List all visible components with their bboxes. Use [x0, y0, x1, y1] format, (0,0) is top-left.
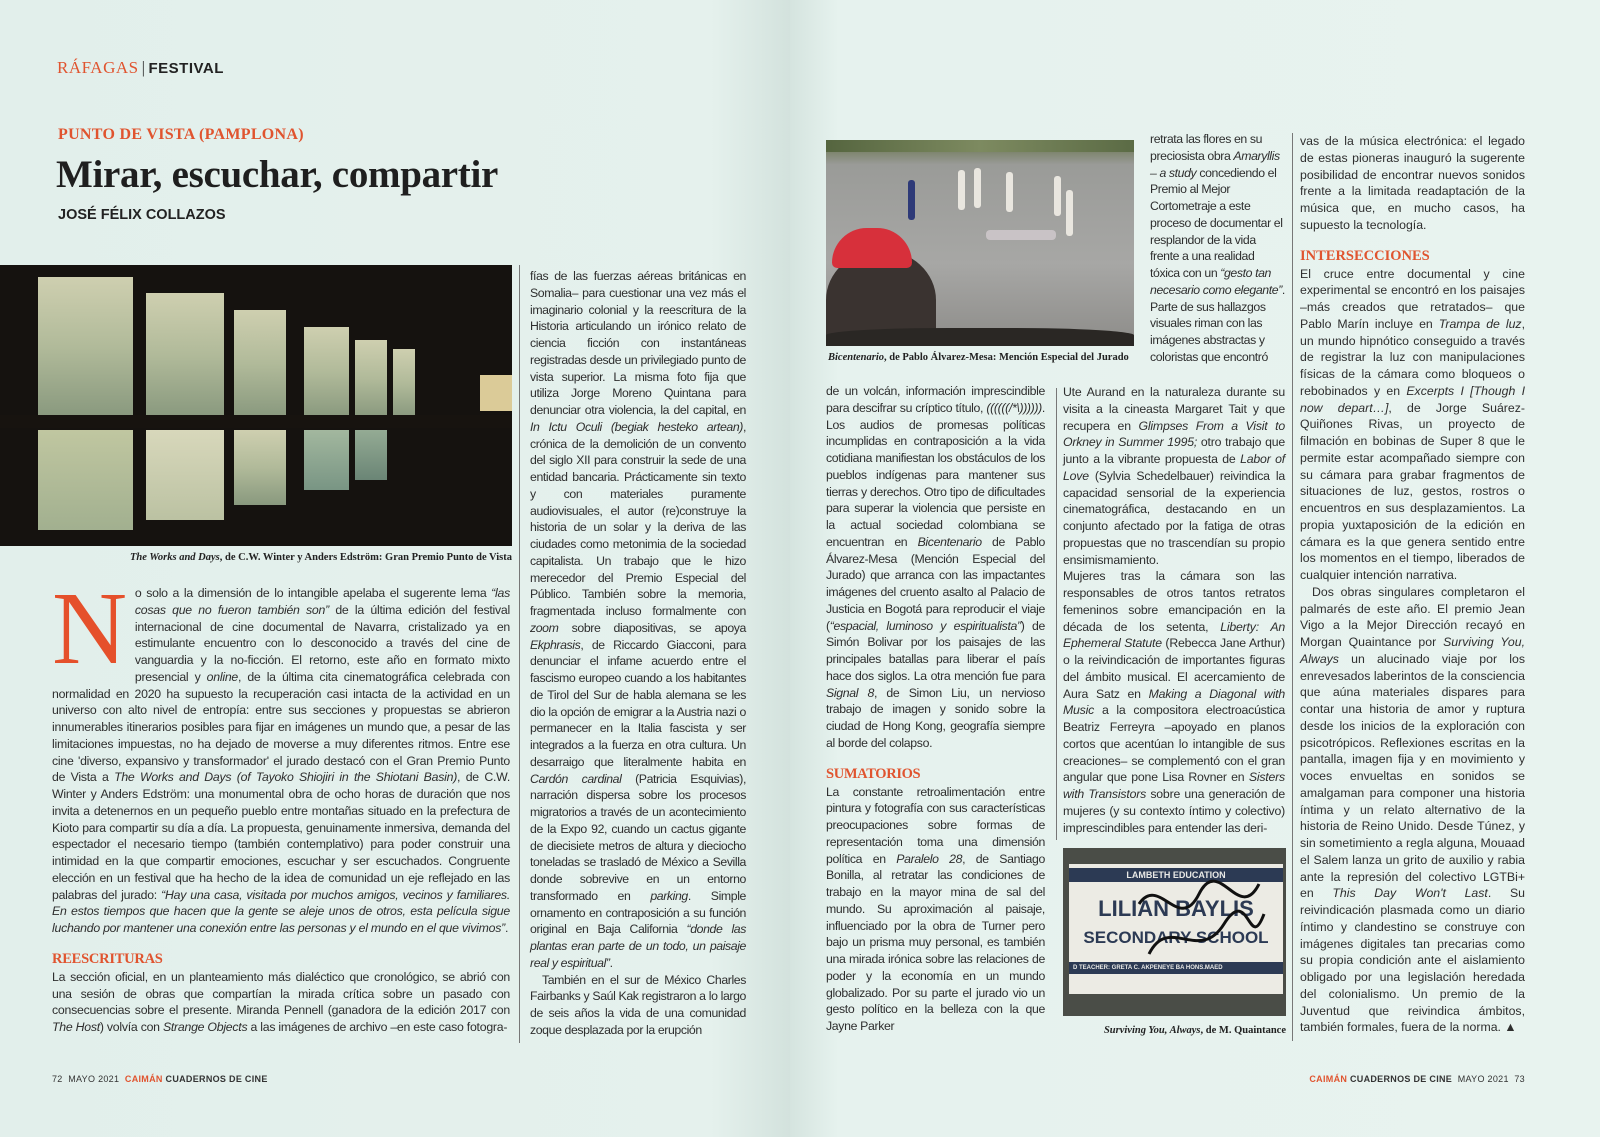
figure	[1054, 176, 1061, 216]
footer-left	[52, 1074, 268, 1084]
text-run: Dos obras singulares completaron el palmarés de este año. El premio Jean Vigo a la Mejor Dirección recayó en Morgan Quaintance por	[1300, 584, 1525, 649]
photo-works-and-days	[0, 265, 512, 546]
footer-right	[1309, 1074, 1525, 1084]
italic-text-run: Excerpts I [Though I now depart…]	[1300, 383, 1525, 415]
page-number: 72	[52, 1074, 63, 1084]
italic-text-run: parking	[650, 888, 688, 903]
italic-text-run: ((((((/*\))))))	[986, 400, 1042, 415]
article-title: Mirar, escuchar, compartir	[56, 153, 499, 196]
text-run: ) de Simón Bolivar por los paisajes de las principales batallas para liberar el país hace dos siglos. La otra mención fue para	[826, 618, 1046, 683]
italic-text-run: online	[206, 669, 238, 684]
page-number: 73	[1514, 1074, 1525, 1084]
text-run: , un mundo hipnótico conseguido a través de registrar la luz con manipulaciones físicas de la cámara como bloqueos o rebobinados y en	[1300, 316, 1525, 398]
section-name: RÁFAGAS	[57, 58, 139, 77]
text-run: El cruce entre documental y cine experimental se encontró en los paisajes –más creados que retratados– que Pablo Marín incluye en	[1300, 266, 1525, 331]
text-run: (Rebecca Jane Arthur) o la reivindicación de importantes figuras del ámbito musical. El acercamiento de Aura Satz en	[1063, 636, 1285, 701]
column-4-top	[1150, 131, 1285, 366]
caption-surviving-you	[1063, 1025, 1286, 1036]
issue-date: MAYO 2021	[68, 1074, 120, 1084]
italic-text-run: Liberty: An Ephemeral Statute	[1063, 619, 1285, 651]
text-run: , de Santiago Bonilla, al retratar las condiciones de trabajo en la mayor mina de sal del mundo. Su aproximación al paisaje, influenciado por la obra de Turner pero bajo un prisma muy personal, es también una mirada irónica sobre las relaciones de poder y la economía en un mundo globalizado. Por su parte el jurado vio un gesto político en la belleza con la que Jayne Parker	[826, 851, 1045, 1033]
column-3	[826, 383, 1045, 1035]
caption-film-title: Surviving You, Always	[1103, 1025, 1201, 1036]
window-pane	[355, 430, 387, 480]
figure	[1066, 190, 1073, 236]
italic-text-run: “espacial, luminoso y espiritualista”	[829, 618, 1021, 633]
section-heading-intersecciones: INTERSECCIONES	[1300, 247, 1430, 264]
text-run: retrata las flores en su preciosista obra	[1150, 132, 1263, 163]
text-run: otro trabajo que junto a la vibrante propuesta de	[1063, 435, 1285, 466]
text-run: de la última edición del festival internacional de cine documental de Navarra, cristalizado ya en estimulante encuentro con lo desconocido a través del cine de vanguardia y la no-ficción. El retorno, este año en formato mixto presencial y	[134, 602, 511, 684]
sign-line: LAMBETH EDUCATION	[1069, 868, 1283, 882]
caption-film-title: Bicentenario	[828, 352, 885, 363]
paragraph	[826, 784, 1045, 1035]
text-run: .	[609, 955, 613, 970]
italic-text-run: Making a Diagonal with Music	[1063, 686, 1285, 718]
text-run: La constante retroalimentación entre pintura y fotografía con sus características preocupaciones sobre formas de representación toma una dimensión política en	[826, 784, 1045, 866]
text-run: concediendo el Premio al Mejor Cortometraje a este proceso de documentar el resplandor de la vida frente a una realidad tóxica con un	[1150, 165, 1283, 280]
text-run: a las imágenes de archivo –en este caso fotogra-	[247, 1020, 508, 1034]
window-pane	[38, 430, 133, 530]
italic-text-run: “Hay una casa, visitada por muchos amigos, vecinos y familiares. En estos tiempos que hacen que la gente se aleje unos de otros, esta película sigue luchando por mantener una conexión entre las personas y el mundo en el que vivimos”	[52, 887, 511, 935]
window-frame	[0, 415, 512, 428]
text-run: , de Riccardo Giacconi, para denunciar el infame acuerdo entre el fascismo europeo cuando a los habitantes de Tirol del Sur de habla alemana se les dio la opción de emigrar a la Austria nazi o permanecer en la Italia fascista y ser integrados a la fuerza en otra cultura. Un desarraigo que literalmente habita en	[530, 637, 746, 769]
italic-text-run: Paralelo 28	[896, 851, 963, 866]
italic-text-run: “las cosas que no fueron también son”	[134, 586, 510, 617]
paragraph	[1150, 131, 1285, 366]
text-run: Mujeres tras la cámara son las responsables de otros tantos retratos femeninos sobre emancipación en la década de los setenta,	[1063, 569, 1285, 634]
italic-text-run: zoom	[530, 620, 559, 635]
window-pane	[234, 310, 286, 417]
italic-text-run: The Host	[52, 1020, 100, 1034]
lying-figure	[986, 230, 1056, 240]
magazine-subtitle: CUADERNOS DE CINE	[1349, 1074, 1453, 1084]
italic-text-run: Sisters with Transistors	[1063, 770, 1285, 801]
paragraph	[1063, 384, 1285, 568]
text-run: un alucinado viaje por los enrevesados laberintos de la consciencia que aúna materiales dispares para contar una historia de amor y ruptura desde los inicios de la exploración con psicotrópicos. Reflexiones escritas en la pantalla, imagen fija y en movimiento y voces envueltas en sonidos se amalgaman para componer una historia íntima y un relato alternativo de la historia de Reino Unido. Desde Túnez, y sin sometimiento a regla alguna, Mouaad el Salem lanza un grito de auxilio y rabia ante la represión del colectivo LGTBi+ en	[1300, 651, 1525, 901]
paragraph	[1300, 133, 1525, 234]
text-run: .	[504, 921, 509, 935]
sign-line: D TEACHER: GRETA C. AKPENEYE BA HONS.MAED	[1069, 962, 1283, 974]
column-4	[1063, 384, 1285, 836]
text-run: . Su reivindicación plasmada como un diario íntimo y clandestino se construye con imágenes digitales tan precarias como su propia condición ante el aislamiento obligado por una legislación heredada del colonialismo. Un premio de la Juventud que reivindica ámbitos, también formales, fuera de la norma. ▲	[1300, 886, 1525, 1035]
italic-text-run: Ekphrasis	[530, 637, 581, 652]
column-rule	[519, 265, 520, 1043]
figure	[974, 168, 981, 208]
italic-text-run: “gesto tan necesario como elegante”	[1150, 266, 1282, 297]
figure	[958, 170, 965, 210]
sign-line: SECONDARY SCHOOL	[1083, 928, 1269, 947]
window-pane	[146, 430, 224, 520]
italic-text-run: This Day Won't Last	[1332, 886, 1488, 901]
italic-text-run: Cardón cardinal	[530, 771, 622, 786]
window-pane	[304, 327, 349, 417]
text-run: de un volcán, información imprescindible para descifrar su críptico título,	[826, 384, 1045, 415]
text-run: de Pablo Álvarez-Mesa (Mención Especial del Jurado) que arranca con las impactantes imágenes del cruento asalto al Palacio de Justicia en Bogotá para reproducir el viaje (	[826, 534, 1045, 633]
issue-date: MAYO 2021	[1457, 1074, 1509, 1084]
text-run: También en el sur de México Charles Fairbanks y Saúl Kak registraron a lo largo de seis años la vida de una comunidad zoque desplazada por la erupción	[530, 972, 746, 1037]
article-author: JOSÉ FÉLIX COLLAZOS	[58, 207, 226, 223]
text-run: (Sylvia Schedelbauer) reivindica la capacidad sensorial de la experiencia cinematográfica, destacando en un conjunto afectado por la fatiga de otras propuestas que no trascendían su propio ensimismamiento.	[1063, 468, 1285, 567]
section-heading-reescrituras: REESCRITURAS	[52, 950, 163, 967]
italic-text-run: Glimpses From a Visit to Orkney in Summer 1995;	[1063, 418, 1285, 450]
graffiti-scribble	[1129, 864, 1269, 974]
paragraph	[52, 969, 510, 1036]
text-run: . Simple ornamento en contraposición a su función original en Baja California	[530, 888, 746, 937]
paragraph	[1063, 568, 1285, 836]
text-run: sobre diapositivas, se apoya	[558, 620, 746, 635]
text-run: , de Simon Liu, un nervioso trabajo de imagen y sonido sobre la ciudad de Hong Kong, geografía siempre al borde del colapso.	[826, 685, 1045, 750]
paragraph	[826, 383, 1045, 752]
photo-bicentenario	[826, 140, 1134, 346]
italic-text-run: “donde las plantas eran parte de un todo, un paisaje real y espiritual”	[530, 922, 746, 970]
italic-text-run: Surviving You, Always	[1300, 635, 1525, 666]
italic-text-run: Strange Objects	[162, 1020, 248, 1034]
caption-text: , de Pablo Álvarez-Mesa: Mención Especial del Jurado	[884, 352, 1129, 363]
text-run: sobre una generación de mujeres (y su contexto íntimo y colectivo) imprescindibles para entender las deri-	[1063, 787, 1286, 835]
subsection-name: FESTIVAL	[148, 60, 224, 77]
section-tag	[57, 58, 224, 78]
text-run: , de Jorge Suárez-Quiñones Rivas, un proyecto de filmación en bobinas de Super 8 que le permite estar acompañado siempre con su cámara para grabar fragmentos de situaciones de luz, gestos, rostros o encuentros en sus desplazamientos. La propia yuxtaposición de la edición en cámara es la que genera sentido entre los momentos en el tiempo, liberados de cualquier intención narrativa.	[1300, 400, 1525, 582]
paragraph	[530, 972, 746, 1039]
caption-text: , de M. Quaintance	[1200, 1025, 1286, 1036]
italic-text-run: The Works and Days (of Tayoko Shiojiri in the Shiotani Basin)	[114, 770, 458, 785]
graffiti-stroke	[1139, 881, 1264, 954]
text-run: , de la última cita cinematográfica celebrada con normalidad en 2020 ha supuesto la recuperación casi intacta de la actividad en un universo con alto nivel de entropía: entre sus secciones y propuestas se abrieron innumerables itinerarios posibles para fijar en imágenes un mundo que, a pesar de las limitaciones impuestas, no ha dejado de moverse a muy diferentes ritmos. Entre ese cine 'diverso, expansivo y transformador' el jurado destacó con el Gran Premio Punto de Vista a	[52, 669, 510, 785]
article-kicker: PUNTO DE VISTA (PAMPLONA)	[58, 126, 304, 143]
red-cap	[832, 228, 912, 268]
magazine-subtitle: CUADERNOS DE CINE	[165, 1074, 268, 1084]
italic-text-run: Signal 8	[826, 685, 874, 700]
figure	[908, 180, 915, 220]
text-run: Ute Aurand en la naturaleza durante su visita a la cineasta Margaret Tait y que recupera en	[1063, 385, 1285, 433]
crowd	[826, 328, 1134, 346]
italic-text-run: Amaryllis – a study	[1150, 148, 1280, 180]
column-rule	[1056, 388, 1057, 840]
trees	[826, 140, 1134, 152]
column-1	[52, 571, 511, 1036]
window-pane	[393, 349, 415, 417]
window-pane	[355, 340, 387, 417]
text-run: a la compositora electroacústica Beatriz Ferreyra –apoyado en planos cortos que acentúan lo intangible de sus creaciones– se complementó con el gran angular que pone Lisa Rovner en	[1063, 703, 1285, 785]
text-run: La sección oficial, en un planteamiento más dialéctico que cronológico, se abrió con una sesión de obras que compartían la mirada crítica sobre un pasado con consecuencias sobre el presente. Miranda Pennell (ganadora de la edición 2017 con	[52, 969, 510, 1018]
magazine-brand: CAIMÁN	[124, 1074, 163, 1084]
window-pane	[304, 430, 349, 490]
school-sign	[1069, 864, 1283, 994]
column-2	[530, 268, 746, 1039]
caption-film-title: The Works and Days	[129, 552, 220, 563]
magazine-brand: CAIMÁN	[1309, 1074, 1348, 1084]
paragraph	[1300, 584, 1525, 1036]
window-pane	[480, 375, 512, 411]
caption-text: , de C.W. Winter y Anders Edström: Gran Premio Punto de Vista	[219, 552, 512, 563]
text-run: ) volvía con	[99, 1020, 163, 1034]
figure	[1006, 172, 1013, 212]
text-run: , de C.W. Winter y Anders Edström: una monumental obra de ocho horas de duración que nos invita a detenernos en un pequeño pueblo entre montañas situado en la prefectura de Kioto para compartir su día a día. La propuesta, genuinamente inmersiva, demanda del espectador el necesario tiempo (también contemplativo) para poder construir una intimidad en la que compartir emociones, escuchar y ser escuchados. Congruente elección en un festival que ha hecho de la idea de comunidad un eje reflejado en las palabras del jurado:	[52, 770, 510, 902]
italic-text-run: Labor of Love	[1063, 452, 1286, 483]
photo-surviving-you-always	[1063, 848, 1286, 1016]
window-pane	[38, 277, 133, 417]
italic-text-run: In Ictu Oculi (begiak hesteko artean)	[530, 419, 743, 434]
text-run: . Parte de sus hallazgos visuales riman con las imágenes abstractas y coloristas que encontró	[1150, 282, 1285, 364]
drop-cap: N	[52, 571, 127, 686]
window-pane	[234, 430, 286, 505]
column-5	[1300, 133, 1525, 1036]
caption-bicentenario	[828, 352, 1129, 363]
text-run: (Patricia Esquivias), narración dispersa sobre los procesos migratorios a través de un acontecimiento de la Expo 92, cuando un cactus gigante de diecisiete metros de altura y dieciocho toneladas se trasladó de México a Sevilla donde sobrevive en un entorno transformado en	[530, 771, 746, 903]
italic-text-run: Bicentenario	[917, 534, 982, 549]
italic-text-run: Trampa de luz	[1438, 316, 1522, 331]
text-run: o solo a la dimensión de lo intangible apelaba el sugerente lema	[134, 586, 492, 600]
paragraph	[1300, 266, 1525, 584]
section-separator: |	[141, 58, 146, 77]
text-run: vas de la música electrónica: el legado de estas pioneras inauguró la sugerente posibilidad de encontrar nuevos sonidos frente a la limitada readaptación de la música que, en mucho casos, ha supuesto la tecnología.	[1300, 134, 1525, 232]
column-rule	[1292, 133, 1293, 1041]
section-heading-sumatorios: SUMATORIOS	[826, 765, 921, 782]
window-pane	[146, 293, 224, 417]
sign-line: LILIAN BAYLIS	[1098, 896, 1254, 921]
text-run: , crónica de la demolición de un convento del siglo XII para construir la sede de una entidad bancaria. Prácticamente sin texto y con materiales puramente audiovisuales, el autor (re)construye la historia de un solar y la deriva de las ciudades como metonimia de la sociedad capitalista. Un trabajo que le hizo merecedor del Premio Especial del Público. También sobre la memoria, fragmentada incluso formalmente con	[530, 419, 746, 618]
text-run: . Los audios de promesas políticas incumplidas en contraposición a la vida cotidiana manifiestan los obstáculos de los pueblos indígenas para mantener sus tierras y derechos. Otro tipo de dificultades para superar la violencia que persiste en la actual sociedad colombiana se encuentran en	[826, 400, 1045, 549]
caption-works-and-days	[0, 552, 512, 563]
paragraph	[530, 268, 746, 972]
text-run: fías de las fuerzas aéreas británicas en Somalia– para cuestionar una vez más el imaginario colonial y la reescritura de la Historia articulando un irónico relato de ciencia ficción con instantáneas registradas desde un privilegiado punto de vista superior. La misma foto fija que utiliza Jorge Moreno Quintana para denunciar otra violencia, la del capital, en	[530, 269, 746, 417]
